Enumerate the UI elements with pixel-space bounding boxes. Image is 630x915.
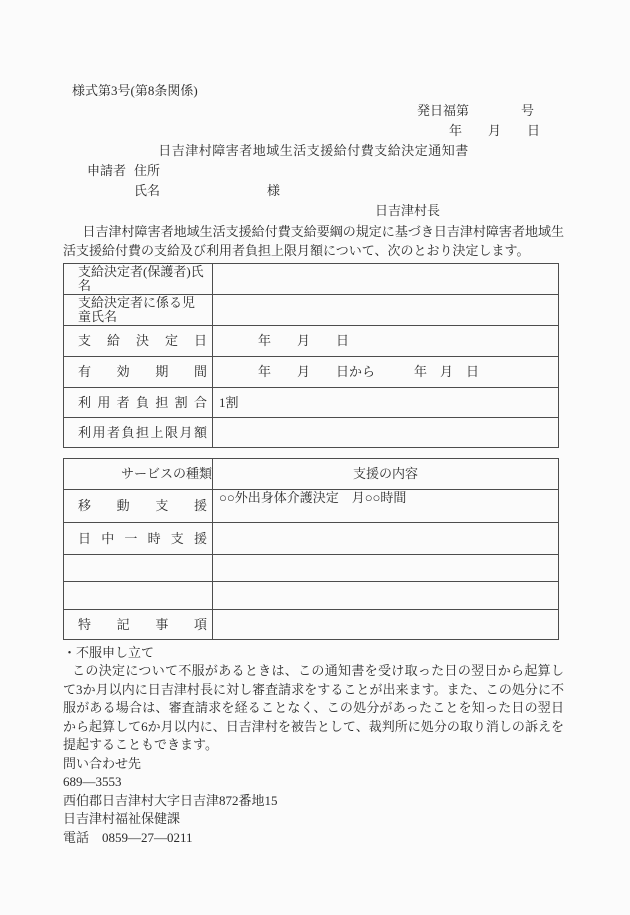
table-row [64, 610, 559, 640]
contact-address: 西伯郡日吉津村大字日吉津872番地15 [63, 792, 278, 808]
appeal-heading: ・不服申し立て [63, 645, 155, 660]
issue-date-line: 年 月 日 [448, 123, 540, 138]
decision-row-value: 1割 [213, 388, 559, 418]
service-row-label: 特記事項 [64, 610, 213, 640]
contact-heading: 問い合わせ先 [63, 755, 142, 771]
appeal-body: この決定について不服があるときは、この通知書を受け取った日の翌日から起算して3か月以内に日吉津村長に対し審査請求をすることが出来ます。また、この処分に不服がある場合は、審査請求を経ることなく、この処分があったことを知った日の翌日から起算して6か月以内に、日吉津村を被告として、裁判所に処分の取り消しの訴えを提起することもできます。 [63, 663, 564, 752]
service-row-value [213, 582, 559, 610]
table-row [64, 490, 559, 523]
table-row [64, 388, 559, 418]
name-label: 氏名 [134, 183, 161, 198]
service-row-label: 日中一時支援 [64, 523, 213, 555]
table-row [64, 357, 559, 388]
decision-row-label: 支給決定日 [64, 326, 213, 357]
service-row-label [64, 582, 213, 610]
applicant-address-row [63, 161, 564, 181]
table-header-row [64, 459, 559, 490]
service-type-header: サービスの種類 [64, 459, 213, 490]
decision-table [63, 263, 559, 448]
contact-postal-code: 689―3553 [63, 774, 122, 790]
table-row [64, 418, 559, 448]
form-number: 様式第3号(第8条関係) [72, 83, 198, 98]
table-row [64, 523, 559, 555]
decision-row-value: 年 月 日から 年 月 日 [213, 357, 559, 388]
mayor-name: 日吉津村長 [375, 203, 441, 218]
applicant-name-row [63, 181, 564, 201]
decision-row-value: 年 月 日 [213, 326, 559, 357]
decision-row-value [213, 295, 559, 326]
decision-row-label: 支給決定者に係る児童氏名 [64, 295, 213, 326]
contact-phone: 電話 0859―27―0211 [63, 829, 193, 845]
decision-row-value [213, 418, 559, 448]
table-row [64, 264, 559, 295]
document-title: 日吉津村障害者地域生活支援給付費支給決定通知書 [158, 143, 469, 158]
support-content-header: 支援の内容 [213, 459, 559, 490]
decision-row-value [213, 264, 559, 295]
contact-department: 日吉津村福祉保健課 [63, 811, 181, 827]
contact-block [63, 755, 564, 848]
decision-row-label: 利用者負担割合 [64, 388, 213, 418]
table-row [64, 582, 559, 610]
table-row [64, 326, 559, 357]
intro-paragraph: 日吉津村障害者地域生活支援給付費支給要綱の規定に基づき日吉津村障害者地域生活支援給付費の支給及び利用者負担上限月額について、次のとおり決定します。 [63, 224, 564, 258]
service-row-label [64, 555, 213, 582]
address-label: 住所 [134, 163, 161, 178]
service-row-value: ○○外出身体介護決定 月○○時間 [213, 490, 559, 523]
issue-number-line: 発日福第 号 [416, 103, 534, 118]
decision-row-label: 利用者負担上限月額 [64, 418, 213, 448]
service-row-value [213, 610, 559, 640]
service-row-value [213, 523, 559, 555]
honorific-label: 様 [267, 183, 281, 198]
table-row [64, 555, 559, 582]
decision-row-label: 支給決定者(保護者)氏名 [64, 264, 213, 295]
applicant-label: 申請者 [87, 163, 127, 178]
table-row [64, 295, 559, 326]
service-row-value [213, 555, 559, 582]
service-row-label: 移動支援 [64, 490, 213, 523]
decision-row-label: 有効期間 [64, 357, 213, 388]
service-table [63, 458, 559, 640]
